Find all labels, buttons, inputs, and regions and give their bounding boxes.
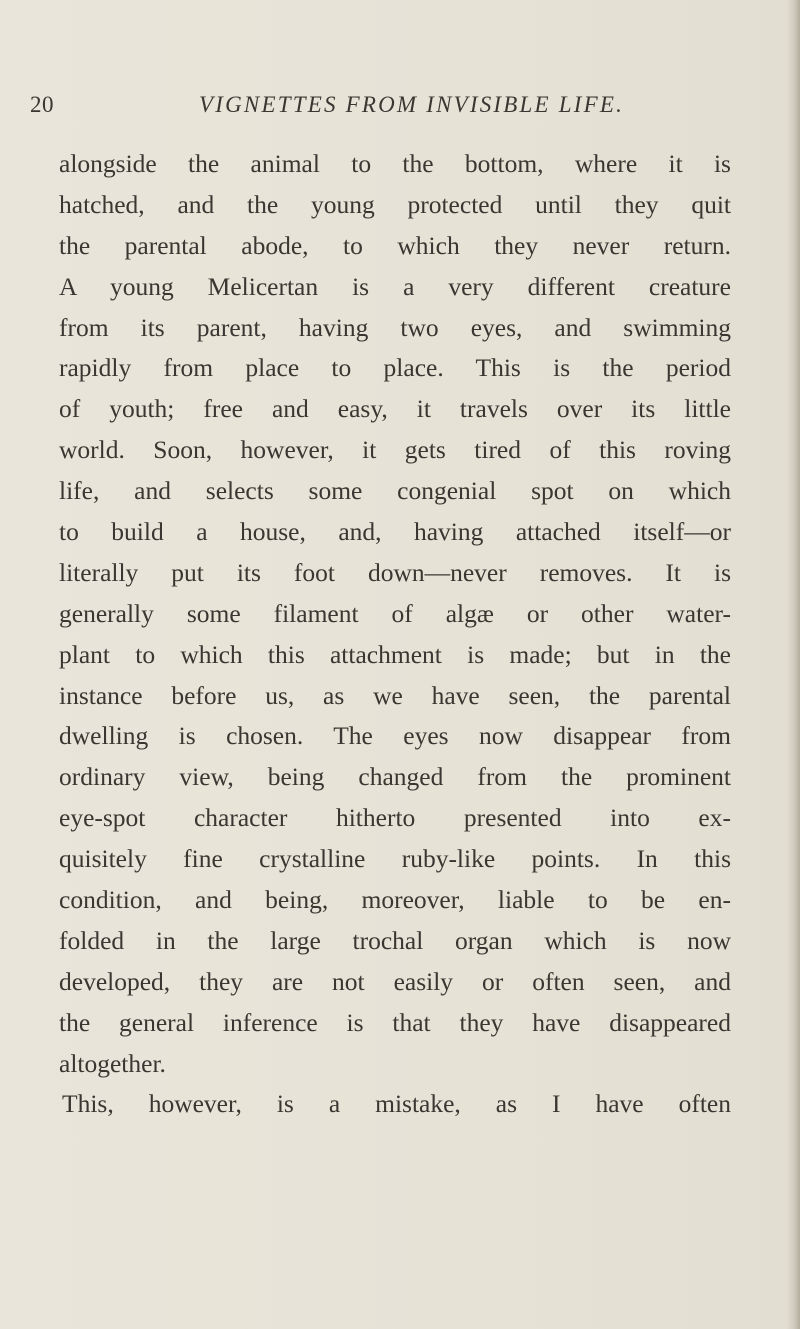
text-line: eye-spot character hitherto presented into ex- <box>59 803 731 833</box>
text-line: the general inference is that they have disappeared <box>59 1007 731 1037</box>
text-line: altogether. <box>59 1048 166 1078</box>
text-line: life, and selects some congenial spot on which <box>59 476 731 506</box>
text-line: from its parent, having two eyes, and swimming <box>59 312 731 342</box>
page-edge-shadow <box>786 0 800 1329</box>
text-line: condition, and being, moreover, liable to be en- <box>59 885 731 915</box>
page-number: 20 <box>30 92 54 117</box>
text-line: rapidly from place to place. This is the period <box>59 353 731 383</box>
text-line: dwelling is chosen. The eyes now disappear from <box>59 721 731 751</box>
text-line: ordinary view, being changed from the prominent <box>59 762 731 792</box>
text-line: of youth; free and easy, it travels over its little <box>59 394 731 424</box>
text-line: plant to which this attachment is made; but in the <box>59 639 731 669</box>
text-line: world. Soon, however, it gets tired of this roving <box>59 435 731 465</box>
text-line: the parental abode, to which they never return. <box>59 230 731 260</box>
text-line: literally put its foot down—never removes. It is <box>59 557 731 587</box>
text-line: generally some filament of algæ or other water- <box>59 598 731 628</box>
running-head <box>30 92 750 122</box>
body-text <box>59 144 731 1125</box>
text-line: quisitely fine crystalline ruby-like points. In this <box>59 844 731 874</box>
running-title: VIGNETTES FROM INVISIBLE LIFE. <box>199 92 625 117</box>
text-line: hatched, and the young protected until they quit <box>59 189 731 219</box>
text-line: folded in the large trochal organ which is now <box>59 925 731 955</box>
text-line: developed, they are not easily or often seen, and <box>59 966 731 996</box>
text-line: instance before us, as we have seen, the parental <box>59 680 731 710</box>
text-line: to build a house, and, having attached itself—or <box>59 517 731 547</box>
text-line: alongside the animal to the bottom, where it is <box>59 149 731 178</box>
text-line: A young Melicertan is a very different creature <box>59 271 731 301</box>
text-line: This, however, is a mistake, as I have often <box>62 1089 731 1119</box>
